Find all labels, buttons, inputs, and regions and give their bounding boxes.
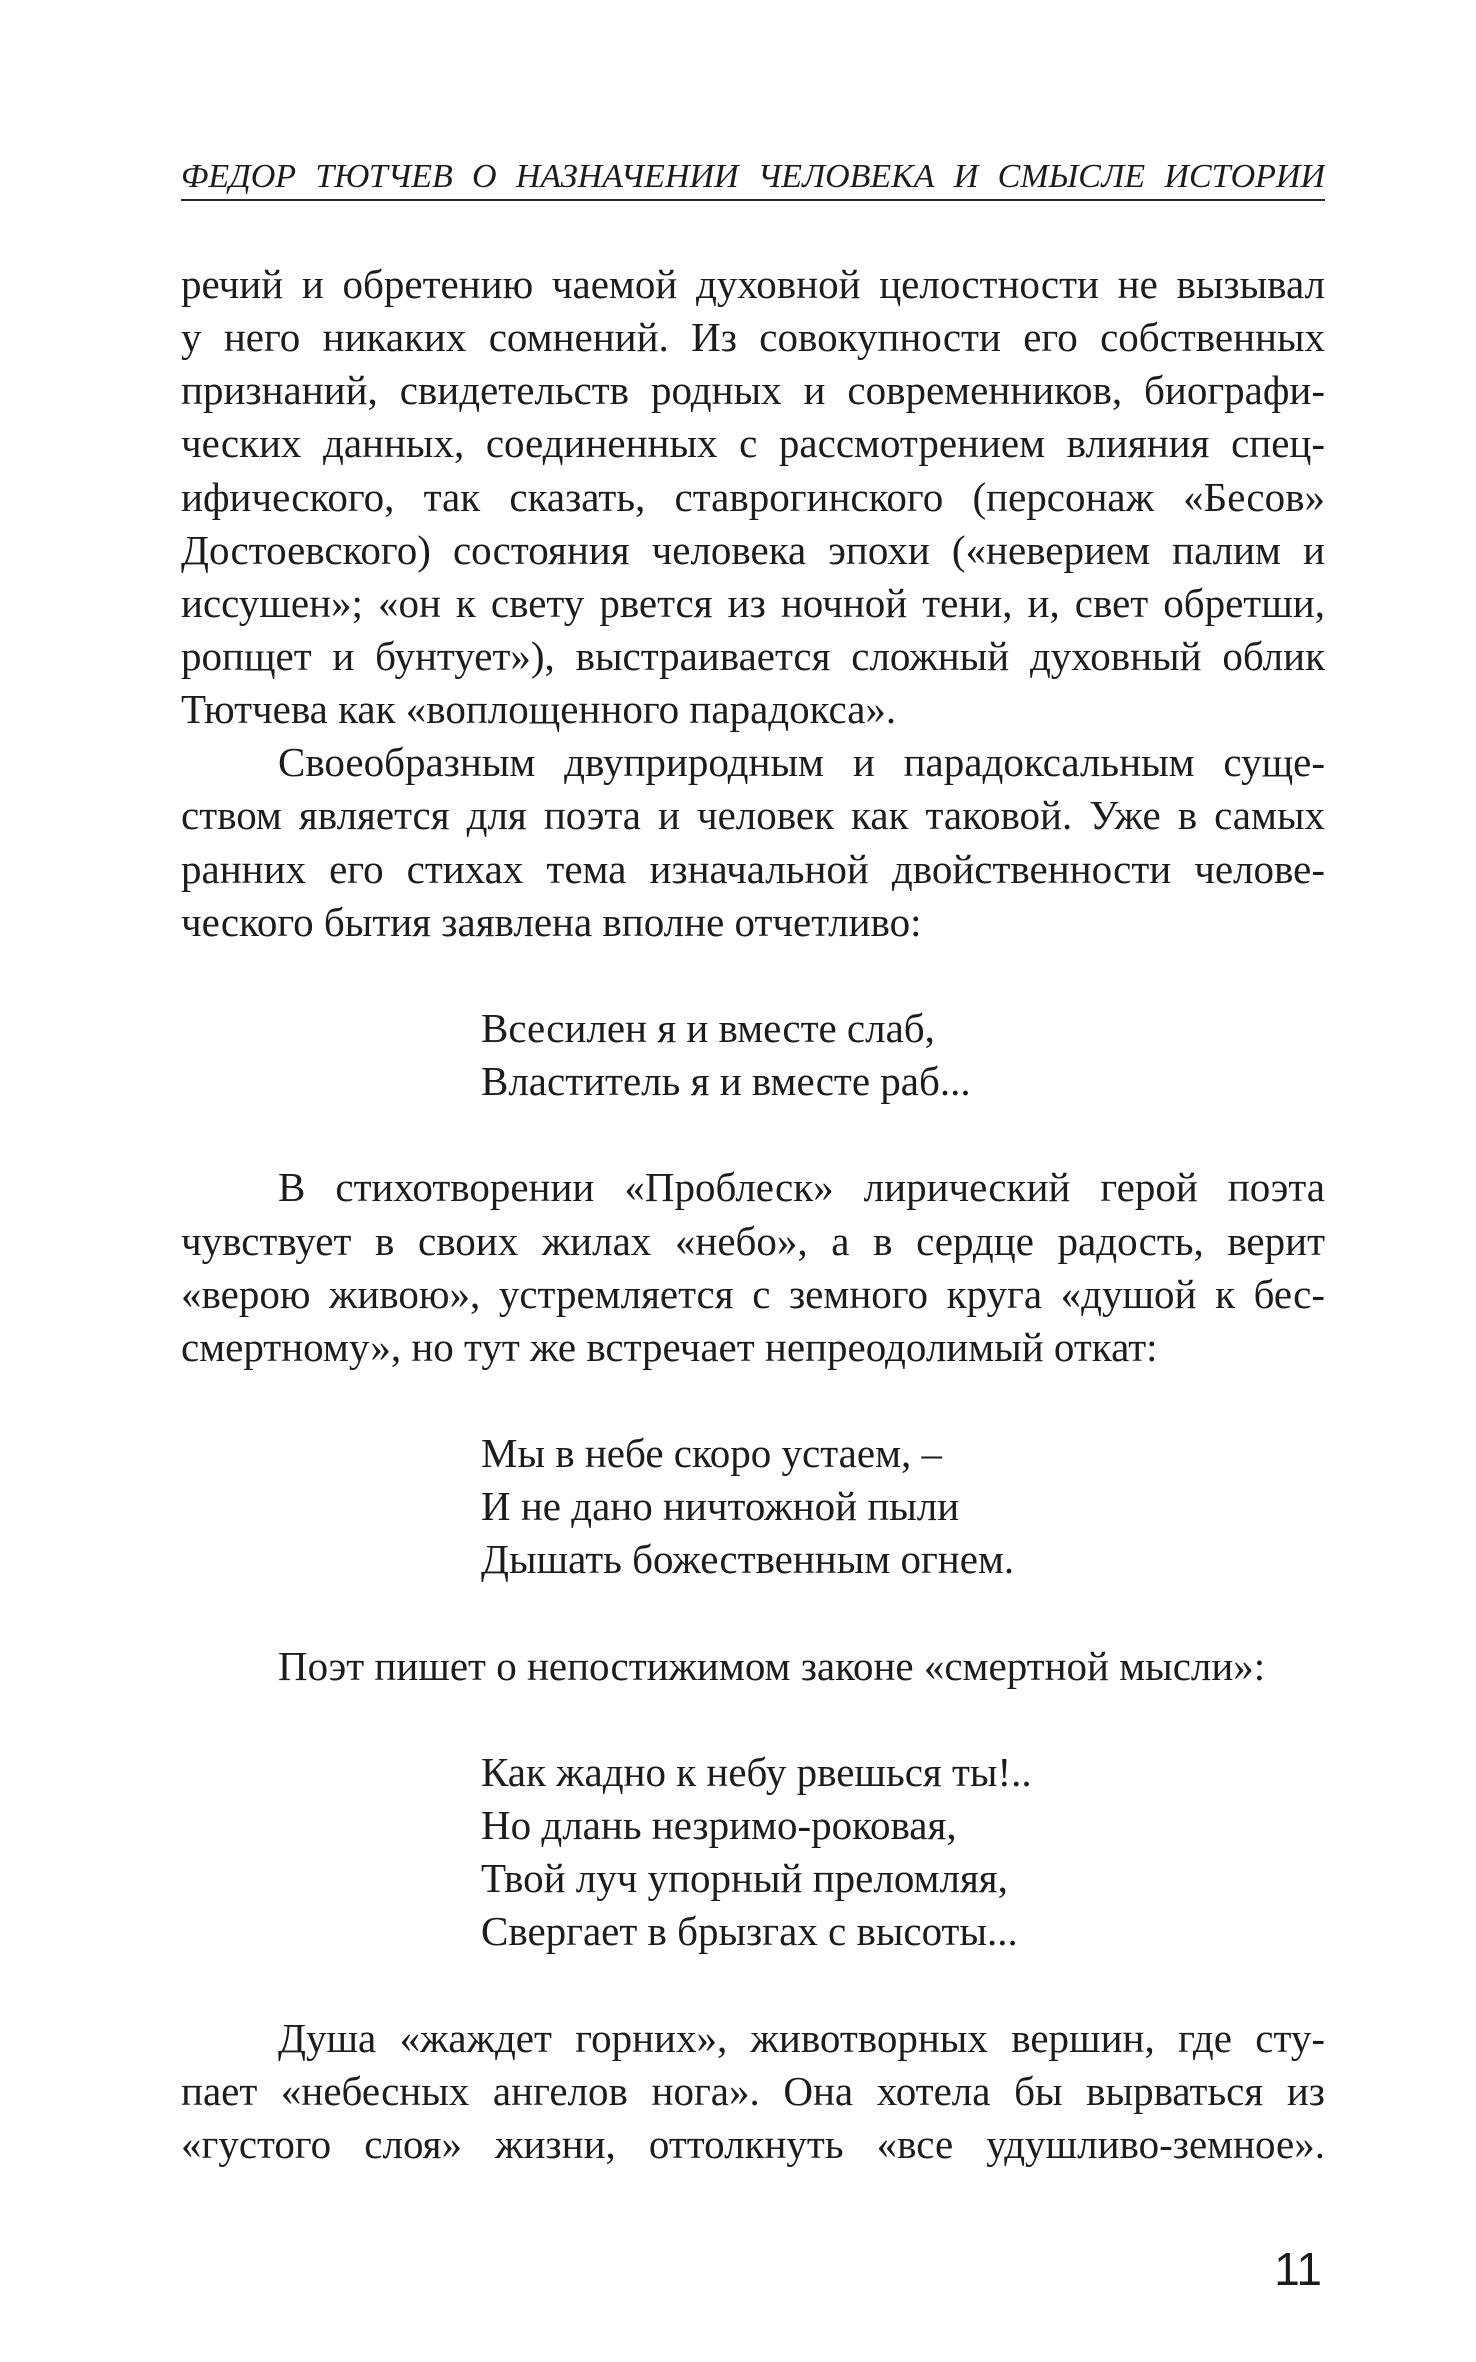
- text-line: «густого слоя» жизни, оттолкнуть «все удушливо-земное».: [181, 2120, 1325, 2167]
- verse-line: Мы в небе скоро устаем, –: [481, 1430, 943, 1477]
- verse-2: [181, 1427, 1325, 1586]
- text-line: Поэт пишет о непостижимом законе «смертной мысли»:: [278, 1642, 1266, 1689]
- verse-line: Но длань незримо-роковая,: [481, 1802, 957, 1849]
- text-line: смертному», но тут же встречает непреодолимый откат:: [181, 1323, 1158, 1370]
- text-line: признаний, свидетельств родных и современников, биографи-: [181, 367, 1325, 414]
- page-body: [181, 258, 1325, 2171]
- paragraph-5: [181, 2012, 1325, 2171]
- text-line: Душа «жаждет горних», животворных вершин, где сту-: [278, 2014, 1325, 2061]
- verse-line: Как жадно к небу рвешься ты!..: [481, 1748, 1032, 1795]
- blank-line: [181, 1959, 1325, 2012]
- text-line: пает «небесных ангелов нога». Она хотела бы вырваться из: [181, 2067, 1325, 2114]
- blank-line: [181, 1108, 1325, 1161]
- verse-line: Властитель я и вместе раб...: [481, 1058, 971, 1105]
- text-line: Тютчева как «воплощенного парадокса».: [181, 686, 897, 733]
- text-line: В стихотворении «Проблеск» лирический герой поэта: [278, 1164, 1325, 1211]
- text-line: чувствует в своих жилах «небо», а в сердце радость, верит: [181, 1217, 1325, 1264]
- verse-line: Дышать божественным огнем.: [481, 1536, 1015, 1583]
- text-line: ифического, так сказать, ставрогинского (персонаж «Бесов»: [181, 473, 1325, 520]
- text-line: ропщет и бунтует»), выстраивается сложный духовный облик: [181, 632, 1325, 679]
- text-line: ческих данных, соединенных с рассмотрением влияния спец-: [181, 420, 1325, 467]
- header-rule: [181, 199, 1325, 201]
- verse-line: Всесилен я и вместе слаб,: [481, 1004, 935, 1051]
- text-line: ством является для поэта и человек как таковой. Уже в самых: [181, 792, 1325, 839]
- text-line: ческого бытия заявлена вполне отчетливо:: [181, 898, 922, 945]
- text-line: Достоевского) состояния человека эпохи («неверием палим и: [181, 526, 1325, 573]
- page-number: 11: [1274, 2243, 1322, 2295]
- verse-3: [181, 1746, 1325, 1959]
- blank-line: [181, 1374, 1325, 1427]
- verse-line: Свергает в брызгах с высоты...: [481, 1908, 1018, 1955]
- paragraph-4: [181, 1640, 1325, 1693]
- verse-1: [181, 1002, 1325, 1108]
- text-line: Своеобразным двуприродным и парадоксальным суще-: [278, 739, 1325, 786]
- blank-line: [181, 1587, 1325, 1640]
- text-line: речий и обретению чаемой духовной целостности не вызывал: [181, 261, 1325, 307]
- running-header: ФЕДОР ТЮТЧЕВ О НАЗНАЧЕНИИ ЧЕЛОВЕКА И СМЫСЛЕ ИСТОРИИ: [181, 158, 1325, 195]
- verse-line: Твой луч упорный преломляя,: [481, 1855, 1008, 1902]
- text-line: у него никаких сомнений. Из совокупности его собственных: [181, 314, 1325, 361]
- blank-line: [181, 949, 1325, 1002]
- paragraph-1: [181, 258, 1325, 736]
- text-line: ранних его стихах тема изначальной двойственности челове-: [181, 845, 1325, 892]
- blank-line: [181, 1693, 1325, 1746]
- verse-line: И не дано ничтожной пыли: [481, 1483, 960, 1530]
- text-line: «верою живою», устремляется с земного круга «душой к бес-: [181, 1270, 1325, 1317]
- text-line: иссушен»; «он к свету рвется из ночной тени, и, свет обретши,: [181, 579, 1325, 626]
- paragraph-3: [181, 1161, 1325, 1374]
- paragraph-2: [181, 736, 1325, 949]
